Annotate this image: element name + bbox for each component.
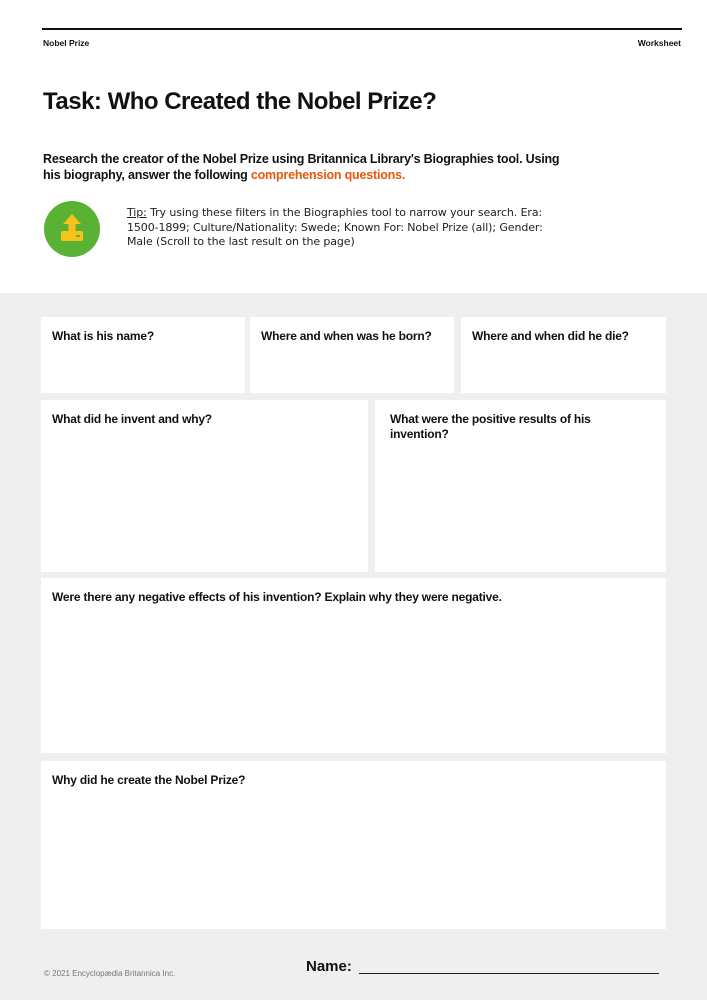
question-name: What is his name? (52, 329, 154, 343)
page-title: Task: Who Created the Nobel Prize? (43, 88, 437, 115)
header-right-label: Worksheet (637, 38, 681, 48)
name-label: Name: (306, 958, 352, 975)
answer-box-invention[interactable] (41, 400, 368, 572)
intro-text: Research the creator of the Nobel Prize using Britannica Library's Biographies tool. Using his biography, answer the following (43, 152, 560, 182)
tip-label: Tip: (127, 206, 147, 219)
answer-box-positive-results[interactable] (375, 400, 666, 572)
header-rule (42, 28, 682, 30)
answer-box-died[interactable] (461, 317, 666, 393)
question-born: Where and when was he born? (261, 329, 432, 343)
answer-box-nobel-prize[interactable] (41, 761, 666, 929)
question-died: Where and when did he die? (472, 329, 629, 343)
intro-highlight: comprehension questions. (250, 168, 406, 182)
question-invention: What did he invent and why? (52, 412, 212, 426)
tip-body: Try using these filters in the Biographies tool to narrow your search. Era: 1500-1899; Culture/Nationality: Swede; Known For: Nobel Prize (all); Gender: Male (Scroll to the last result on the page) (127, 206, 543, 248)
upload-tray-icon (44, 201, 100, 257)
answer-box-born[interactable] (250, 317, 454, 393)
intro-paragraph (43, 151, 563, 183)
answer-box-negative-effects[interactable] (41, 578, 666, 753)
answer-box-name[interactable] (41, 317, 245, 393)
tip-text (127, 206, 547, 250)
question-nobel-prize: Why did he create the Nobel Prize? (52, 773, 246, 787)
name-input-line[interactable] (359, 973, 659, 974)
question-negative-effects: Were there any negative effects of his invention? Explain why they were negative. (52, 590, 502, 604)
header-left-label: Nobel Prize (43, 38, 90, 48)
copyright: © 2021 Encyclopædia Britannica Inc. (44, 969, 176, 978)
question-positive-results: What were the positive results of his invention? (390, 412, 591, 441)
